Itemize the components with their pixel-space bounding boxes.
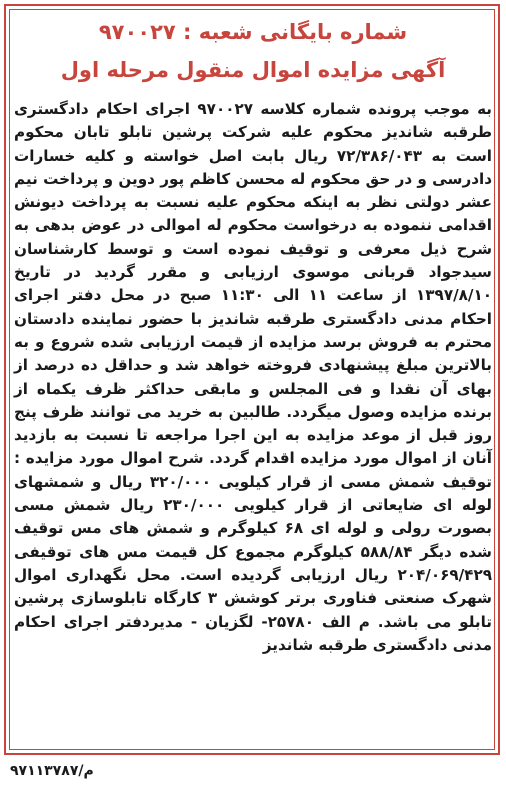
notice-title: آگهی مزایده اموال منقول مرحله اول [60, 58, 446, 82]
notice-body: به موجب پرونده شماره کلاسه ۹۷۰۰۲۷ اجرای احکام دادگستری طرقبه شاندیز محکوم علیه شرکت پرشین تابلو تابان محکوم است به ۷۲/۳۸۶/۰۴۳ ریال بابت اصل خواسته و کلیه خسارات دادرسی و در حق محکوم له محسن کاظم پور دوین و پرداخت نیم عشر دولتی نظر به اینکه محکوم علیه نسبت به پرداخت دیونش اقدامی ننموده به درخواست محکوم له اموالی در عوض بدهی به شرح ذیل معرفی و توقیف نموده است و توسط کارشناسان سیدجواد قربانی موسوی ارزیابی و مقرر گردید در تاریخ ۱۳۹۷/۸/۱۰ از ساعت ۱۱ الی ۱۱:۳۰ صبح در محل دفتر اجرای احکام مدنی دادگستری طرقبه شاندیز با حضور نماینده دادستان محترم به فروش برسد مزایده از قیمت ارزیابی شده شروع و به بالاترین مبلغ پیشنهادی فروخته خواهد شد و حداقل ده درصد از بهای آن نقدا و فی المجلس و مابقی حداکثر ظرف یکماه از برنده مزایده وصول میگردد. طالبین به خرید می توانند ظرف پنج روز قبل از موعد مزایده به این اجرا مراجعه تا نسبت به بازدید آنان از اموال مورد مزایده اقدام گردد. شرح اموال مورد مزایده : توقیف شمش مسی از قرار کیلویی ۳۲۰/۰۰۰ ریال و شمشهای لوله ای ضایعاتی از قرار کیلویی ۲۳۰/۰۰۰ ریال شمش مسی بصورت رولی و لوله ای ۶۸ کیلوگرم و شمش های مس توقیف شده دیگر ۵۸۸/۸۴ کیلوگرم مجموع کل قیمت مس های توقیفی ۲۰۴/۰۶۹/۴۲۹ ریال ارزیابی گردیده است. محل نگهداری اموال شهرک صنعتی فناوری برتر کوشش ۳ کارگاه تابلوسازی پرشین تابلو می باشد. م الف ۲۵۷۸۰- لگزیان - مدیردفتر اجرای احکام مدنی دادگستری طرقبه شاندیز [14, 100, 493, 654]
archive-number: شماره بایگانی شعبه : ۹۷۰۰۲۷ [98, 20, 408, 44]
reference-code: م/۹۷۱۱۳۷۸۷ [10, 763, 94, 779]
